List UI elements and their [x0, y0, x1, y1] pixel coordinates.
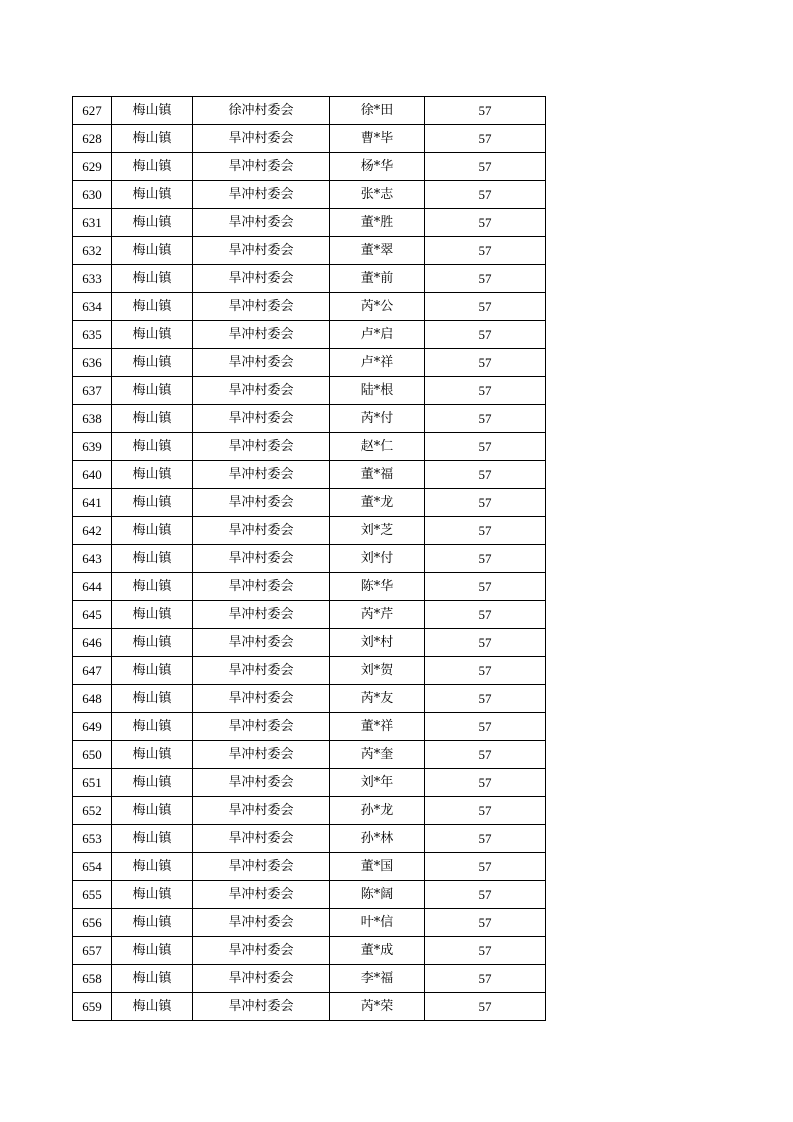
village-committee-cell: 旱冲村委会 [193, 293, 330, 321]
table-row [73, 405, 546, 433]
town-cell: 梅山镇 [112, 209, 193, 237]
person-name-cell: 卢*祥 [330, 349, 425, 377]
village-committee-cell: 旱冲村委会 [193, 461, 330, 489]
town-cell: 梅山镇 [112, 713, 193, 741]
row-number-cell: 655 [73, 881, 112, 909]
row-number-cell: 636 [73, 349, 112, 377]
table-row [73, 741, 546, 769]
table-row [73, 461, 546, 489]
table-row [73, 321, 546, 349]
village-committee-cell: 旱冲村委会 [193, 853, 330, 881]
town-cell: 梅山镇 [112, 853, 193, 881]
village-committee-cell: 旱冲村委会 [193, 433, 330, 461]
person-name-cell: 陈*华 [330, 573, 425, 601]
amount-cell: 57 [425, 349, 546, 377]
row-number-cell: 637 [73, 377, 112, 405]
village-committee-cell: 旱冲村委会 [193, 825, 330, 853]
amount-cell: 57 [425, 685, 546, 713]
person-name-cell: 董*前 [330, 265, 425, 293]
row-number-cell: 648 [73, 685, 112, 713]
table-row [73, 937, 546, 965]
table-row [73, 853, 546, 881]
town-cell: 梅山镇 [112, 601, 193, 629]
row-number-cell: 651 [73, 769, 112, 797]
town-cell: 梅山镇 [112, 797, 193, 825]
row-number-cell: 658 [73, 965, 112, 993]
village-committee-cell: 旱冲村委会 [193, 937, 330, 965]
town-cell: 梅山镇 [112, 461, 193, 489]
town-cell: 梅山镇 [112, 657, 193, 685]
village-committee-cell: 旱冲村委会 [193, 769, 330, 797]
row-number-cell: 627 [73, 97, 112, 125]
village-committee-cell: 旱冲村委会 [193, 993, 330, 1021]
town-cell: 梅山镇 [112, 517, 193, 545]
person-name-cell: 赵*仁 [330, 433, 425, 461]
town-cell: 梅山镇 [112, 237, 193, 265]
village-committee-cell: 徐冲村委会 [193, 97, 330, 125]
row-number-cell: 652 [73, 797, 112, 825]
row-number-cell: 643 [73, 545, 112, 573]
amount-cell: 57 [425, 993, 546, 1021]
table-row [73, 629, 546, 657]
person-name-cell: 芮*荣 [330, 993, 425, 1021]
town-cell: 梅山镇 [112, 125, 193, 153]
table-row [73, 237, 546, 265]
village-committee-cell: 旱冲村委会 [193, 657, 330, 685]
person-name-cell: 张*志 [330, 181, 425, 209]
town-cell: 梅山镇 [112, 629, 193, 657]
row-number-cell: 644 [73, 573, 112, 601]
table-row [73, 657, 546, 685]
table-row [73, 909, 546, 937]
row-number-cell: 638 [73, 405, 112, 433]
table-row [73, 573, 546, 601]
table-row [73, 181, 546, 209]
town-cell: 梅山镇 [112, 433, 193, 461]
amount-cell: 57 [425, 293, 546, 321]
amount-cell: 57 [425, 321, 546, 349]
person-name-cell: 芮*奎 [330, 741, 425, 769]
town-cell: 梅山镇 [112, 181, 193, 209]
table-row [73, 769, 546, 797]
row-number-cell: 647 [73, 657, 112, 685]
town-cell: 梅山镇 [112, 881, 193, 909]
table-row [73, 293, 546, 321]
person-name-cell: 李*福 [330, 965, 425, 993]
person-name-cell: 徐*田 [330, 97, 425, 125]
village-committee-cell: 旱冲村委会 [193, 377, 330, 405]
town-cell: 梅山镇 [112, 97, 193, 125]
person-name-cell: 芮*芹 [330, 601, 425, 629]
amount-cell: 57 [425, 937, 546, 965]
row-number-cell: 630 [73, 181, 112, 209]
row-number-cell: 633 [73, 265, 112, 293]
person-name-cell: 董*翠 [330, 237, 425, 265]
village-committee-cell: 旱冲村委会 [193, 881, 330, 909]
village-committee-cell: 旱冲村委会 [193, 125, 330, 153]
table-row [73, 349, 546, 377]
row-number-cell: 649 [73, 713, 112, 741]
amount-cell: 57 [425, 237, 546, 265]
person-name-cell: 陈*阔 [330, 881, 425, 909]
town-cell: 梅山镇 [112, 349, 193, 377]
person-name-cell: 孙*龙 [330, 797, 425, 825]
village-committee-cell: 旱冲村委会 [193, 713, 330, 741]
row-number-cell: 635 [73, 321, 112, 349]
village-committee-cell: 旱冲村委会 [193, 265, 330, 293]
amount-cell: 57 [425, 461, 546, 489]
town-cell: 梅山镇 [112, 293, 193, 321]
amount-cell: 57 [425, 573, 546, 601]
town-cell: 梅山镇 [112, 377, 193, 405]
row-number-cell: 656 [73, 909, 112, 937]
table-row [73, 601, 546, 629]
row-number-cell: 641 [73, 489, 112, 517]
person-name-cell: 刘*贺 [330, 657, 425, 685]
amount-cell: 57 [425, 125, 546, 153]
table-row [73, 265, 546, 293]
table-row [73, 685, 546, 713]
amount-cell: 57 [425, 713, 546, 741]
row-number-cell: 628 [73, 125, 112, 153]
amount-cell: 57 [425, 265, 546, 293]
person-name-cell: 曹*毕 [330, 125, 425, 153]
person-name-cell: 芮*公 [330, 293, 425, 321]
person-name-cell: 董*胜 [330, 209, 425, 237]
table-row [73, 993, 546, 1021]
amount-cell: 57 [425, 769, 546, 797]
village-committee-cell: 旱冲村委会 [193, 685, 330, 713]
amount-cell: 57 [425, 909, 546, 937]
table-row [73, 965, 546, 993]
town-cell: 梅山镇 [112, 993, 193, 1021]
amount-cell: 57 [425, 181, 546, 209]
amount-cell: 57 [425, 377, 546, 405]
row-number-cell: 642 [73, 517, 112, 545]
row-number-cell: 646 [73, 629, 112, 657]
town-cell: 梅山镇 [112, 265, 193, 293]
town-cell: 梅山镇 [112, 321, 193, 349]
village-committee-cell: 旱冲村委会 [193, 965, 330, 993]
row-number-cell: 645 [73, 601, 112, 629]
village-committee-cell: 旱冲村委会 [193, 209, 330, 237]
row-number-cell: 654 [73, 853, 112, 881]
person-name-cell: 刘*付 [330, 545, 425, 573]
village-committee-cell: 旱冲村委会 [193, 797, 330, 825]
table-row [73, 209, 546, 237]
row-number-cell: 659 [73, 993, 112, 1021]
town-cell: 梅山镇 [112, 545, 193, 573]
table-body [73, 97, 546, 1021]
village-committee-cell: 旱冲村委会 [193, 741, 330, 769]
amount-cell: 57 [425, 797, 546, 825]
amount-cell: 57 [425, 209, 546, 237]
person-name-cell: 陆*根 [330, 377, 425, 405]
village-committee-cell: 旱冲村委会 [193, 349, 330, 377]
person-name-cell: 卢*启 [330, 321, 425, 349]
person-name-cell: 董*福 [330, 461, 425, 489]
amount-cell: 57 [425, 601, 546, 629]
person-name-cell: 刘*村 [330, 629, 425, 657]
amount-cell: 57 [425, 853, 546, 881]
town-cell: 梅山镇 [112, 405, 193, 433]
table-row [73, 545, 546, 573]
amount-cell: 57 [425, 433, 546, 461]
town-cell: 梅山镇 [112, 825, 193, 853]
amount-cell: 57 [425, 741, 546, 769]
village-committee-cell: 旱冲村委会 [193, 517, 330, 545]
person-name-cell: 董*国 [330, 853, 425, 881]
amount-cell: 57 [425, 965, 546, 993]
table-row [73, 97, 546, 125]
town-cell: 梅山镇 [112, 741, 193, 769]
row-number-cell: 629 [73, 153, 112, 181]
table-row [73, 713, 546, 741]
person-name-cell: 芮*付 [330, 405, 425, 433]
village-committee-cell: 旱冲村委会 [193, 601, 330, 629]
person-name-cell: 叶*信 [330, 909, 425, 937]
row-number-cell: 657 [73, 937, 112, 965]
amount-cell: 57 [425, 153, 546, 181]
amount-cell: 57 [425, 517, 546, 545]
table-row [73, 881, 546, 909]
village-committee-cell: 旱冲村委会 [193, 629, 330, 657]
town-cell: 梅山镇 [112, 573, 193, 601]
village-committee-cell: 旱冲村委会 [193, 405, 330, 433]
village-committee-cell: 旱冲村委会 [193, 153, 330, 181]
row-number-cell: 639 [73, 433, 112, 461]
row-number-cell: 634 [73, 293, 112, 321]
row-number-cell: 632 [73, 237, 112, 265]
amount-cell: 57 [425, 545, 546, 573]
person-name-cell: 董*祥 [330, 713, 425, 741]
table-row [73, 125, 546, 153]
village-committee-cell: 旱冲村委会 [193, 321, 330, 349]
table-row [73, 377, 546, 405]
village-committee-cell: 旱冲村委会 [193, 181, 330, 209]
table-row [73, 517, 546, 545]
town-cell: 梅山镇 [112, 909, 193, 937]
person-name-cell: 刘*芝 [330, 517, 425, 545]
person-name-cell: 孙*林 [330, 825, 425, 853]
town-cell: 梅山镇 [112, 769, 193, 797]
person-name-cell: 董*成 [330, 937, 425, 965]
table-row [73, 825, 546, 853]
town-cell: 梅山镇 [112, 685, 193, 713]
row-number-cell: 653 [73, 825, 112, 853]
table-row [73, 433, 546, 461]
table-row [73, 153, 546, 181]
amount-cell: 57 [425, 825, 546, 853]
row-number-cell: 640 [73, 461, 112, 489]
village-committee-cell: 旱冲村委会 [193, 909, 330, 937]
person-name-cell: 杨*华 [330, 153, 425, 181]
village-committee-cell: 旱冲村委会 [193, 489, 330, 517]
town-cell: 梅山镇 [112, 937, 193, 965]
person-name-cell: 刘*年 [330, 769, 425, 797]
person-name-cell: 芮*友 [330, 685, 425, 713]
town-cell: 梅山镇 [112, 965, 193, 993]
table-row [73, 797, 546, 825]
person-name-cell: 董*龙 [330, 489, 425, 517]
amount-cell: 57 [425, 405, 546, 433]
village-committee-cell: 旱冲村委会 [193, 573, 330, 601]
amount-cell: 57 [425, 489, 546, 517]
amount-cell: 57 [425, 881, 546, 909]
town-cell: 梅山镇 [112, 153, 193, 181]
row-number-cell: 631 [73, 209, 112, 237]
amount-cell: 57 [425, 97, 546, 125]
data-table [72, 96, 546, 1021]
village-committee-cell: 旱冲村委会 [193, 545, 330, 573]
row-number-cell: 650 [73, 741, 112, 769]
amount-cell: 57 [425, 657, 546, 685]
village-committee-cell: 旱冲村委会 [193, 237, 330, 265]
amount-cell: 57 [425, 629, 546, 657]
town-cell: 梅山镇 [112, 489, 193, 517]
table-row [73, 489, 546, 517]
